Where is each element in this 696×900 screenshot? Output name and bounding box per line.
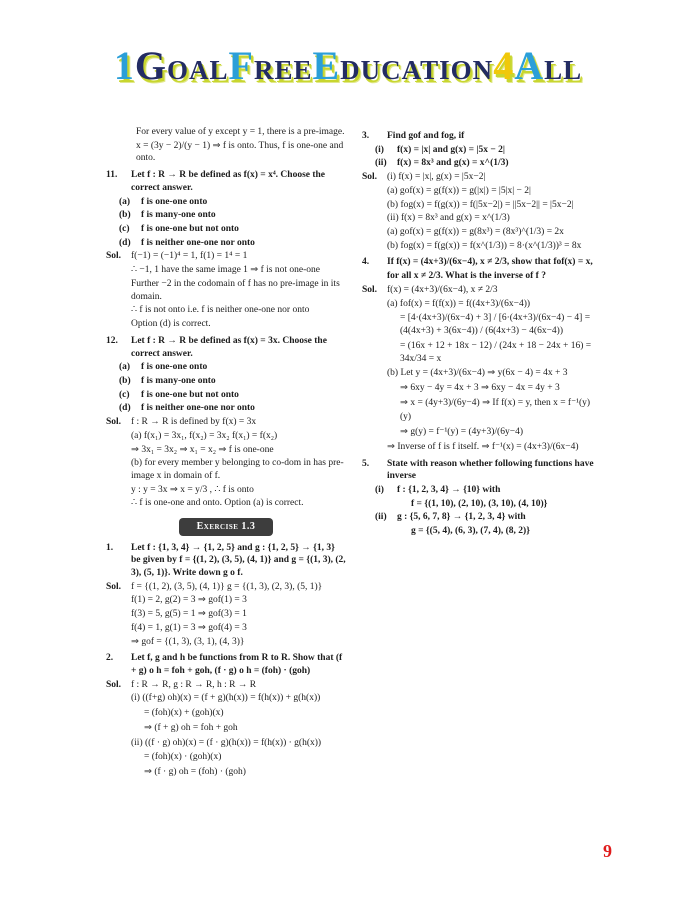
doc-line (362, 397, 602, 410)
doc-line (106, 209, 346, 222)
line-text: = (foh)(x) + (goh)(x) (144, 708, 224, 719)
doc-line (362, 256, 602, 269)
doc-line (362, 144, 602, 157)
line-text: Let f : R → R be defined as f(x) = 3x. Choose the correct answer. (131, 335, 327, 359)
exercise-badge (106, 518, 346, 535)
line-label: (d) (119, 403, 131, 414)
line-text: f(3) = 5, g(5) = 1 ⇒ gof(3) = 1 (131, 609, 247, 620)
doc-line (106, 389, 346, 402)
line-label: (a) (119, 196, 131, 207)
doc-line (106, 335, 346, 360)
doc-line (106, 497, 346, 510)
line-text: ⇒ 3x₁ = 3x₂ ⇒ x₁ = x₂ ⇒ f is one-one (131, 444, 274, 455)
doc-line (362, 157, 602, 170)
line-label: Sol. (106, 251, 122, 262)
line-text: Further −2 in the codomain of f has no pre-image in its domain. (131, 278, 340, 302)
line-text: f(−1) = (−1)⁴ = 1, f(1) = 1⁴ = 1 (131, 251, 248, 262)
line-text: ⇒ (f + g) oh = foh + goh (144, 722, 238, 733)
line-text: (ii) ((f · g) oh)(x) = (f · g)(h(x)) = f(h(x)) · g(h(x)) (131, 737, 322, 748)
doc-line (362, 525, 602, 538)
line-label: (c) (119, 389, 130, 400)
doc-line (106, 608, 346, 621)
line-text: ⇒ (f · g) oh = (foh) · (goh) (144, 767, 246, 778)
logo-segment: G (134, 43, 167, 88)
line-text: g = {(5, 4), (6, 3), (7, 4), (8, 2)} (411, 526, 530, 537)
line-label: (b) (119, 210, 131, 221)
line-text: f(1) = 2, g(2) = 3 ⇒ gof(1) = 3 (131, 595, 247, 606)
doc-line (362, 426, 602, 439)
line-label: (ii) (375, 158, 387, 169)
doc-line (106, 692, 346, 705)
doc-line (106, 318, 346, 331)
logo-segment: OAL (167, 55, 229, 85)
line-text: = [4·(4x+3)/(6x−4) + 3] / [6·(4x+3)/(6x−4) − 4] = (4(4x+3) + 3(6x−4)) / (6(4x+3) − 4(6x−4)) (400, 313, 591, 337)
doc-line (362, 212, 602, 225)
doc-line (106, 126, 346, 139)
line-text: (b) fog(x) = f(g(x)) = f(|5x−2|) = ||5x−2|| = |5x−2| (387, 199, 574, 210)
line-text: f is one-one but not onto (141, 224, 239, 235)
doc-line (362, 312, 602, 337)
doc-line (106, 223, 346, 236)
line-text: for all x ≠ 2/3. What is the inverse of f ? (387, 271, 546, 282)
line-label: (ii) (375, 512, 387, 523)
line-label: (i) (375, 144, 384, 155)
doc-line (362, 171, 602, 184)
line-label: 2. (106, 653, 114, 664)
doc-line (362, 130, 602, 143)
doc-line (106, 264, 346, 277)
line-text: ∴ −1, 1 have the same image 1 ⇒ f is not one-one (131, 265, 320, 276)
doc-line (362, 411, 602, 424)
logo-segment: E (312, 43, 341, 88)
doc-line (362, 226, 602, 239)
line-text: f = {(1, 2), (3, 5), (4, 1)} g = {(1, 3), (2, 3), (5, 1)} (131, 581, 323, 592)
line-text: ⇒ gof = {(1, 3), (3, 1), (4, 3)} (131, 636, 245, 647)
line-text: f is many-one onto (141, 210, 216, 221)
line-text: Find gof and fog, if (387, 131, 465, 141)
doc-line (106, 416, 346, 429)
line-label: 11. (106, 170, 118, 181)
line-text: (b) Let y = (4x+3)/(6x−4) ⇒ y(6x − 4) = 4x + 3 (387, 368, 568, 379)
doc-line (362, 441, 602, 454)
doc-line (362, 270, 602, 283)
line-text: If f(x) = (4x+3)/(6x−4), x ≠ 2/3, show that fof(x) = x, (387, 257, 593, 268)
header-logo (0, 43, 696, 88)
line-text: f : R → R, g : R → R, h : R → R (131, 679, 257, 690)
doc-line (106, 484, 346, 497)
doc-line (106, 140, 346, 165)
line-text: f is many-one onto (141, 375, 216, 386)
doc-line (362, 284, 602, 297)
line-label: Sol. (362, 172, 378, 183)
line-text: ⇒ g(y) = f⁻¹(y) = (4y+3)/(6y−4) (400, 427, 523, 438)
logo-segment: LL (544, 55, 583, 85)
doc-line (106, 444, 346, 457)
line-text: f = {(1, 10), (2, 10), (3, 10), (4, 10)} (411, 498, 548, 509)
logo-segment: REE (253, 55, 313, 85)
doc-line (106, 622, 346, 635)
doc-line (362, 382, 602, 395)
line-label: 1. (106, 542, 114, 553)
line-text: f is one-one but not onto (141, 389, 239, 400)
doc-line (106, 751, 346, 764)
line-text: (a) fof(x) = f(f(x)) = f((4x+3)/(6x−4)) (387, 298, 531, 309)
doc-line (362, 340, 602, 365)
doc-line (362, 199, 602, 212)
line-text: ∴ f is not onto i.e. f is neither one-one nor onto (131, 305, 310, 316)
doc-line (362, 484, 602, 497)
doc-line (362, 240, 602, 253)
doc-line (106, 722, 346, 735)
doc-line (106, 250, 346, 263)
line-text: ∴ f is one-one and onto. Option (a) is correct. (131, 498, 304, 509)
doc-line (106, 304, 346, 317)
line-label: 5. (362, 458, 370, 469)
doc-line (106, 581, 346, 594)
doc-line (106, 542, 346, 580)
line-text: f is neither one-one nor onto (141, 237, 255, 248)
doc-line (106, 402, 346, 415)
line-text: f : R → R is defined by f(x) = 3x (131, 417, 257, 428)
line-text: (y) (400, 412, 412, 423)
line-text: f : {1, 2, 3, 4} → {10} with (397, 484, 501, 495)
doc-line (106, 430, 346, 443)
line-text: (i) f(x) = |x|, g(x) = |5x−2| (387, 172, 486, 183)
line-text: f(x) = (4x+3)/(6x−4), x ≠ 2/3 (387, 284, 498, 295)
line-text: (b) fog(x) = f(g(x)) = f(x^(1/3)) = 8·(x^(1/3))³ = 8x (387, 240, 582, 251)
doc-line (106, 707, 346, 720)
line-label: Sol. (106, 581, 122, 592)
line-text: ⇒ 6xy − 4y = 4x + 3 ⇒ 6xy − 4x = 4y + 3 (400, 382, 560, 393)
line-label: (d) (119, 237, 131, 248)
line-text: g : {5, 6, 7, 8} → {1, 2, 3, 4} with (397, 512, 526, 523)
line-text: x = (3y − 2)/(y − 1) ⇒ f is onto. Thus, f is one-one and onto. (136, 140, 344, 164)
line-label: (c) (119, 224, 130, 235)
doc-line (106, 679, 346, 692)
line-label: Sol. (106, 679, 122, 690)
line-text: = (foh)(x) · (goh)(x) (144, 752, 222, 763)
page-number: 9 (603, 841, 612, 861)
doc-line (106, 737, 346, 750)
line-label: (i) (375, 484, 384, 495)
line-text: (b) for every member y belonging to co-dom in has pre-image x in domain of f. (131, 458, 344, 481)
line-text: (a) gof(x) = g(f(x)) = g(|x|) = |5|x| − 2| (387, 185, 531, 196)
doc-line (362, 458, 602, 483)
doc-line (362, 298, 602, 311)
line-text: f(4) = 1, g(1) = 3 ⇒ gof(4) = 3 (131, 622, 247, 633)
line-text: f(x) = 8x³ and g(x) = x^(1/3) (397, 158, 509, 169)
line-text: Let f, g and h be functions from R to R. Show that (f + g) o h = foh + goh, (f · g) o h = (foh) · (goh) (131, 653, 343, 676)
line-text: y : y = 3x ⇒ x = y/3 , ∴ f is onto (131, 484, 254, 495)
doc-line (106, 361, 346, 374)
content-columns (106, 126, 602, 781)
column-left (106, 126, 346, 781)
line-label: Sol. (106, 417, 122, 428)
line-label: 4. (362, 257, 370, 268)
doc-line (106, 375, 346, 388)
line-text: State with reason whether following functions have inverse (387, 458, 594, 482)
line-text: For every value of y except y = 1, there is a pre-image. (136, 127, 345, 137)
line-label: 12. (106, 335, 118, 346)
logo-segment: DUCATION (340, 55, 494, 85)
doc-line (106, 652, 346, 677)
logo-segment: 4 (493, 43, 515, 88)
doc-line (106, 766, 346, 779)
line-text: Let f : R → R be defined as f(x) = x⁴. Choose the correct answer. (131, 170, 326, 193)
line-text: f(x) = |x| and g(x) = |5x − 2| (397, 144, 505, 155)
doc-line (362, 367, 602, 380)
line-text: Exercise 1.3 (179, 518, 274, 535)
line-text: Option (d) is correct. (131, 319, 211, 330)
line-text: Let f : {1, 3, 4} → {1, 2, 5} and g : {1, 2, 5} → {1, 3} be given by f = {(1, 2), (3, 5), (4, 1)} and g = {(1, 3), (2, 3), (5, 1)}. Write down g o f. (131, 542, 346, 578)
doc-line (106, 636, 346, 649)
line-text: (i) ((f+g) oh)(x) = (f + g)(h(x)) = f(h(x)) + g(h(x)) (131, 693, 321, 704)
doc-line (362, 185, 602, 198)
line-text: ⇒ x = (4y+3)/(6y−4) ⇒ If f(x) = y, then x = f⁻¹(y) (400, 397, 591, 408)
doc-line (362, 498, 602, 511)
line-text: f is one-one onto (141, 196, 208, 207)
doc-line (362, 511, 602, 524)
logo-segment: 1 (113, 43, 135, 88)
doc-line (106, 278, 346, 303)
line-text: (a) f(x₁) = 3x₁, f(x₂) = 3x₂ f(x₁) = f(x₂) (131, 430, 278, 441)
line-text: f is neither one-one nor onto (141, 403, 255, 414)
doc-line (106, 457, 346, 482)
line-text: ⇒ Inverse of f is f itself. ⇒ f⁻¹(x) = (4x+3)/(6x−4) (387, 441, 579, 452)
line-label: (a) (119, 362, 131, 373)
line-text: (ii) f(x) = 8x³ and g(x) = x^(1/3) (387, 213, 510, 224)
line-label: (b) (119, 375, 131, 386)
logo-segment: A (514, 43, 545, 88)
doc-line (106, 594, 346, 607)
doc-line (106, 237, 346, 250)
line-text: f is one-one onto (141, 362, 208, 373)
line-label: Sol. (362, 284, 378, 295)
line-text: (a) gof(x) = g(f(x)) = g(8x³) = (8x³)^(1/3) = 2x (387, 227, 564, 238)
logo-segment: F (228, 43, 254, 88)
line-text: = (16x + 12 + 18x − 12) / (24x + 18 − 24x + 16) = 34x/34 = x (400, 340, 592, 364)
line-label: 3. (362, 131, 370, 141)
doc-line (106, 169, 346, 194)
doc-line (106, 196, 346, 209)
column-right (362, 126, 602, 781)
